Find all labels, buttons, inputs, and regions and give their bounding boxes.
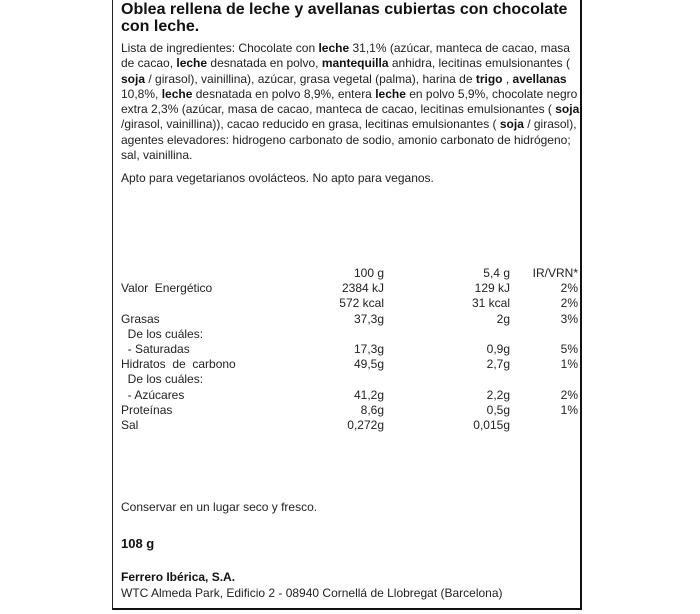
nutrition-row xyxy=(121,357,581,372)
ingredient-text: en polvo 5,9%, chocolate negro extra 2,3% (azúcar, masa de cacao, manteca de cacao, lecitinas emulsionantes ( xyxy=(121,86,578,117)
nutrient-name: Grasas xyxy=(121,311,160,326)
value-per-100g: 17,3g xyxy=(353,342,384,356)
ingredient-text: , xyxy=(502,71,513,86)
nutrition-row xyxy=(121,418,581,433)
nutrition-row xyxy=(121,342,581,357)
nutrient-name: Valor Energético xyxy=(121,281,213,296)
value-per-100g: 41,2g xyxy=(353,387,384,402)
value-per-100g: 49,5g xyxy=(353,357,384,372)
reference-intake: 2% xyxy=(560,296,578,311)
nutrient-name: Hidratos de carbono xyxy=(121,357,236,372)
ingredient-text: desnatada en polvo 8,9%, entera xyxy=(192,86,376,101)
allergen-highlight: leche xyxy=(318,41,350,55)
reference-intake: 2% xyxy=(560,387,578,402)
nutrition-row xyxy=(121,296,581,311)
net-weight: 108 g xyxy=(121,536,155,551)
dietary-note: Apto para vegetarianos ovolácteos. No apto para veganos. xyxy=(121,171,434,185)
nutrition-row xyxy=(121,388,581,403)
value-per-100g: 100 g xyxy=(353,266,384,280)
ingredient-text: / girasol), vainillina), azúcar, grasa vegetal (palma), harina de xyxy=(145,71,476,86)
allergen-highlight: avellanas xyxy=(512,71,567,86)
reference-intake: 2% xyxy=(560,281,578,296)
allergen-highlight: soja xyxy=(121,71,146,86)
ingredient-text: anhidra, lecitinas emulsionantes ( xyxy=(388,56,570,71)
reference-intake: 1% xyxy=(560,357,578,372)
nutrient-name: - Saturadas xyxy=(121,342,190,356)
value-per-100g: 2384 kJ xyxy=(341,281,384,296)
ingredient-text: /girasol, vainillina)), cacao reducido en grasa, lecitinas emulsionantes ( xyxy=(121,117,500,132)
reference-intake: 3% xyxy=(560,311,578,326)
allergen-highlight: leche xyxy=(176,56,208,71)
value-per-portion: 0,015g xyxy=(473,418,510,432)
ingredient-text: desnatada en polvo, xyxy=(207,56,322,71)
reference-intake: 5% xyxy=(560,342,578,356)
nutrition-header-row xyxy=(121,266,581,281)
value-per-100g: 8,6g xyxy=(360,402,384,417)
ingredient-text: / girasol), agentes elevadores: hidrogeno carbonato de sodio, amonio carbonato de hidrógeno; sal, vainillina. xyxy=(121,117,577,163)
ingredient-text: Lista de ingredientes: Chocolate con xyxy=(121,41,319,55)
manufacturer-address: WTC Almeda Park, Edificio 2 - 08940 Cornellá de Llobregat (Barcelona) xyxy=(121,586,503,600)
value-per-100g: 37,3g xyxy=(353,311,384,326)
allergen-highlight: leche xyxy=(375,86,406,101)
nutrient-name: Sal xyxy=(121,418,139,432)
nutrient-name: Proteínas xyxy=(121,402,173,417)
storage-instructions: Conservar en un lugar seco y fresco. xyxy=(121,500,318,514)
value-per-100g: 0,272g xyxy=(347,418,384,432)
allergen-highlight: mantequilla xyxy=(321,56,389,71)
value-per-portion: 2,2g xyxy=(486,387,510,402)
value-per-portion: 0,9g xyxy=(486,342,510,356)
value-per-portion: 31 kcal xyxy=(471,296,510,311)
ingredients-list xyxy=(121,41,581,163)
value-per-portion: 0,5g xyxy=(486,402,510,417)
nutrient-name: - Azúcares xyxy=(121,387,185,402)
value-per-portion: 129 kJ xyxy=(474,281,510,296)
product-title: Oblea rellena de leche y avellanas cubiertas con chocolate con leche. xyxy=(121,1,568,35)
nutrition-row xyxy=(121,403,581,418)
nutrition-row xyxy=(121,281,581,296)
nutrition-row xyxy=(121,312,581,327)
allergen-highlight: leche xyxy=(161,86,193,101)
allergen-highlight: soja xyxy=(499,117,524,132)
allergen-highlight: trigo xyxy=(475,71,503,86)
nutrient-name: De los cuáles: xyxy=(121,372,204,387)
manufacturer-name: Ferrero Ibérica, S.A. xyxy=(121,570,236,584)
reference-intake: IR/VRN* xyxy=(532,266,578,280)
value-per-portion: 2g xyxy=(496,311,510,326)
nutrition-row xyxy=(121,372,581,387)
value-per-portion: 2,7g xyxy=(486,357,510,372)
reference-intake: 1% xyxy=(560,402,578,417)
allergen-highlight: soja xyxy=(555,102,580,117)
value-per-100g: 572 kcal xyxy=(339,296,384,311)
nutrition-row xyxy=(121,327,581,342)
value-per-portion: 5,4 g xyxy=(483,266,510,280)
ingredient-text: 31,1% (azúcar, manteca de cacao, masa de cacao, xyxy=(121,41,570,71)
nutrient-name: De los cuáles: xyxy=(121,326,204,341)
ingredient-text: 10,8%, xyxy=(121,86,162,101)
